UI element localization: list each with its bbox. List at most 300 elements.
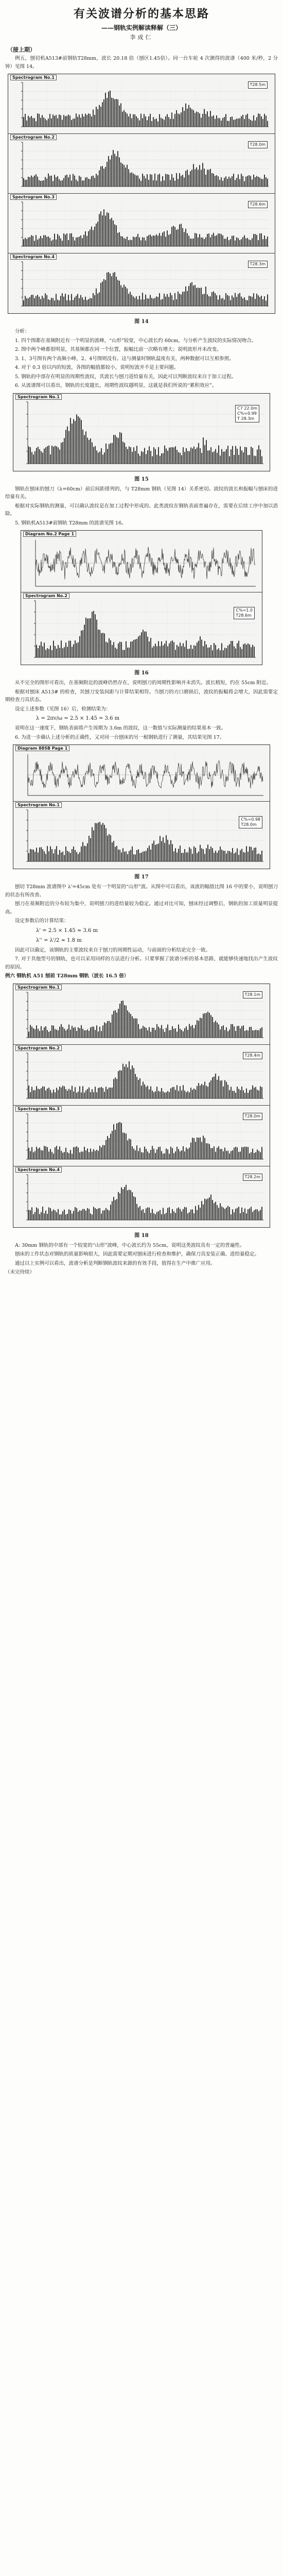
spectrum-bar <box>242 176 243 187</box>
spectrum-bar <box>218 1076 219 1098</box>
spectrum-bar <box>235 1146 236 1159</box>
spectrum-bar <box>196 288 197 306</box>
spectrum-bar <box>169 844 170 861</box>
spectrum-bar <box>169 1154 170 1159</box>
spectrum-bar <box>204 445 205 463</box>
formula: λ = 2πv/ω = 2.5 × 1.45 = 3.6 m <box>36 716 120 721</box>
spectrum-bar <box>186 852 187 861</box>
spectrum-bar <box>240 1151 241 1159</box>
spectrum-bar <box>28 177 29 187</box>
spectrum-bar <box>141 451 142 463</box>
spectrum-bar <box>179 224 180 246</box>
spectrum-bar <box>109 1087 110 1098</box>
panel-note <box>235 405 259 422</box>
spectrum-bar <box>251 447 252 464</box>
spectrum-bar <box>266 239 267 246</box>
spectrum-bar <box>44 852 45 861</box>
spectrum-bar <box>156 296 157 306</box>
spectrum-bar <box>164 294 165 306</box>
spectrum-bar <box>70 418 71 464</box>
spectrum-bar <box>252 1212 253 1220</box>
panel-note: T28.3m <box>248 261 268 268</box>
figure-caption: 图 15 <box>134 476 149 482</box>
spectrum-bar <box>40 299 41 306</box>
spectrum-bar <box>217 452 218 463</box>
spectrum-bar <box>79 1086 80 1098</box>
spectrum-bar <box>197 1086 198 1098</box>
spectrum-bar <box>220 650 221 657</box>
spectrum-bar <box>113 435 114 464</box>
spectrum-bar <box>223 650 224 657</box>
spectrum-bar <box>101 1031 102 1038</box>
spectrum-bar <box>247 1209 249 1220</box>
spectrum-bar <box>73 237 74 246</box>
spectrum-bar <box>167 450 168 463</box>
spectrum-bar <box>168 297 169 306</box>
spectrum-bar <box>34 1212 36 1219</box>
note-line: C%=1.0 <box>236 608 253 613</box>
spectrum-bar <box>109 834 110 861</box>
spectrum-bar <box>213 115 214 127</box>
spectrum-bar <box>138 636 139 657</box>
spectrum-bar <box>83 235 84 246</box>
figure-14 <box>8 74 275 314</box>
spectrum-bar <box>186 448 187 463</box>
spectrum-bar <box>247 176 248 187</box>
spectrum-bar <box>84 1030 85 1037</box>
spectrum-bar <box>124 650 125 657</box>
spectrum-bar <box>198 1021 199 1038</box>
spectrum-bar <box>190 645 191 657</box>
spectrum-bar <box>221 234 222 246</box>
spectrum-bar <box>39 297 40 306</box>
spectrum-bar <box>255 121 256 127</box>
spectrum-bar <box>119 432 120 463</box>
spectrum-bar <box>230 117 231 127</box>
spectrum-bar <box>237 1147 238 1159</box>
spectrum-bar <box>146 1028 147 1038</box>
spectrum-bar <box>111 218 112 246</box>
spectrum-bar <box>210 1194 211 1219</box>
spectrum-bar <box>266 115 267 127</box>
spectrum-bar <box>82 1028 83 1037</box>
spectrum-bar <box>45 293 46 306</box>
spectrum-bar <box>119 641 120 657</box>
spectrum-bar <box>47 1147 48 1159</box>
spectrum-bar <box>224 178 225 187</box>
spectrum-bar <box>92 612 93 657</box>
spectrum-bar <box>93 611 94 657</box>
spectrum-bar <box>43 117 44 127</box>
spectrum-bar <box>67 1029 68 1037</box>
spectrum-bar <box>179 114 180 127</box>
spectrum-bar <box>225 114 226 127</box>
spectrum-bar <box>147 450 148 464</box>
spectrum-bar <box>221 1149 222 1159</box>
spectrum-bar <box>224 117 225 127</box>
spectrum-bar <box>64 1152 65 1159</box>
spectrum-bar <box>214 643 215 657</box>
spectrum-bar <box>125 239 126 246</box>
analysis-heading: 分析： <box>15 329 30 334</box>
spectrum-bar <box>144 851 145 861</box>
spectrum-bar <box>116 437 117 464</box>
spectrum-bar <box>231 1151 232 1159</box>
spectrum-bar <box>88 179 89 187</box>
spectrum-bar <box>209 648 210 657</box>
spectrum-bar <box>186 1207 187 1220</box>
spectrum-bar <box>189 1147 190 1159</box>
spectrum-bar <box>244 1208 245 1219</box>
spectrum-bar <box>237 849 238 861</box>
spectrum-bar <box>42 647 43 657</box>
spectrum-bar <box>173 642 174 657</box>
spectrum-bar <box>150 1031 151 1037</box>
spectrum-bar <box>136 850 137 861</box>
spectrum-bar <box>214 1146 215 1159</box>
spectrum-bar <box>129 851 130 861</box>
body-paragraph: 刨切 T28mm 波谱图中 λ'=45cm 处有一个明显的“山形”波。从图中可以看出，该波的幅值比图 16 中的要小，说明刨刀的状态有所改善。 <box>5 884 278 898</box>
spectrum-bar <box>56 1029 57 1037</box>
spectrum-bar <box>218 1146 219 1159</box>
spectrum-bar <box>59 300 60 306</box>
spectrum-bar <box>78 1147 79 1159</box>
spectrum-bar <box>77 294 78 306</box>
spectrum-bar <box>152 1146 153 1159</box>
spectrum-bar <box>241 649 242 657</box>
spectrum-bar <box>157 235 158 246</box>
spectrum-bar <box>224 1209 225 1220</box>
spectrum-bar <box>99 1026 100 1037</box>
spectrum-bar <box>107 1209 108 1219</box>
spectrum-bar <box>79 1028 80 1037</box>
spectrum-bar <box>116 225 117 246</box>
spectrum-bar <box>164 231 165 246</box>
spectrum-bar <box>69 175 70 187</box>
spectrum-bar <box>80 117 81 127</box>
spectrum-bar <box>200 636 201 657</box>
spectrum-bar <box>75 1087 76 1098</box>
spectrogram-panel <box>13 394 270 471</box>
spectrum-bar <box>235 852 236 861</box>
spectrum-bar <box>105 167 106 187</box>
spectrum-bar <box>252 448 253 464</box>
spectrum-bar <box>56 649 57 657</box>
spectrum-bar <box>167 647 168 657</box>
spectrum-bar <box>225 239 226 246</box>
spectrum-bar <box>55 646 56 657</box>
spectrum-bar <box>216 235 217 246</box>
spectrum-bar <box>95 1030 96 1038</box>
spectrum-bar <box>89 836 90 861</box>
spectrum-bar <box>150 295 151 306</box>
spectrum-bar <box>189 1024 190 1038</box>
spectrum-bar <box>38 1089 39 1098</box>
spectrum-bar <box>51 118 52 127</box>
spectrum-bar <box>184 1090 185 1098</box>
spectrum-bar <box>36 1086 37 1098</box>
spectrum-bar <box>107 98 108 127</box>
spectrum-bar <box>202 294 203 306</box>
spectrum-bar <box>49 176 50 187</box>
spectrum-bar <box>124 443 125 464</box>
spectrum-bar <box>75 640 76 657</box>
spectrum-bar <box>198 238 199 246</box>
spectrum-bar <box>124 852 125 861</box>
spectrum-bar <box>181 112 182 127</box>
spectrum-bar <box>239 240 240 246</box>
spectrum-bar <box>77 238 78 246</box>
spectrum-bar <box>162 118 163 127</box>
spectrum-bar <box>50 1149 51 1159</box>
spectrum-bar <box>186 1026 187 1038</box>
spectrum-bar <box>64 1086 65 1098</box>
spectrum-bar <box>70 853 71 861</box>
spectrum-bar <box>64 1028 65 1037</box>
spectrum-bar <box>153 841 154 861</box>
spectrum-bar <box>257 449 258 463</box>
spectrum-bar <box>167 174 168 187</box>
spectrum-bar <box>63 178 64 187</box>
spectrum-bar <box>95 1150 96 1159</box>
spectrum-bar <box>240 446 241 464</box>
spectrum-bar <box>87 1089 88 1098</box>
spectrum-bar <box>235 1209 236 1220</box>
spectrum-bar <box>98 1150 99 1159</box>
spectrum-bar <box>73 1091 74 1098</box>
spectrum-bar <box>163 1208 164 1220</box>
spectrum-bar <box>104 1022 105 1038</box>
spectrum-bar <box>176 450 178 464</box>
spectrum-bar <box>57 118 58 127</box>
spectrum-bar <box>109 444 110 463</box>
spectrum-bar <box>104 1210 105 1220</box>
spectrum-bar <box>123 238 125 246</box>
spectrum-bar <box>251 1152 252 1159</box>
spectrum-bar <box>42 1086 43 1098</box>
spectrum-bar <box>99 451 100 463</box>
spectrum-bar <box>267 121 268 127</box>
spectrum-bar <box>127 449 128 463</box>
spectrum-bar <box>170 1088 171 1098</box>
spectrum-bar <box>207 1087 208 1098</box>
spectrum-bar <box>257 1149 258 1159</box>
spectrum-bar <box>155 1214 156 1219</box>
spectrum-bar <box>261 1207 262 1220</box>
spectrum-bar <box>45 1026 46 1037</box>
spectrum-bar <box>69 115 70 127</box>
spectrum-bar <box>209 450 210 464</box>
spectrum-bar <box>172 1026 173 1037</box>
spectrum-bar <box>213 292 214 306</box>
spectrum-bar <box>72 849 73 861</box>
spectrum-bar <box>56 1088 57 1098</box>
spectrum-bar <box>136 296 137 306</box>
spectrum-bar <box>53 853 54 861</box>
spectrum-bar <box>90 438 91 463</box>
spectrum-bar <box>207 234 208 246</box>
spectrum-bar <box>236 238 237 246</box>
spectrum-bar <box>47 648 48 657</box>
spectrum-bar <box>150 174 151 187</box>
spectrum-bar <box>235 293 236 306</box>
spectrum-bar <box>168 235 169 246</box>
spectrum-bar <box>65 175 66 187</box>
spectrum-bar <box>23 117 24 127</box>
spectrum-bar <box>190 283 191 306</box>
spectrum-bar <box>57 176 58 187</box>
spectrum-bar <box>76 1031 77 1038</box>
spectrum-bar <box>124 1132 125 1159</box>
spectrum-bar <box>110 835 111 861</box>
spectrum-bar <box>64 855 65 861</box>
spectrum-bar <box>190 447 191 464</box>
spectrum-bar <box>156 180 157 187</box>
spectrum-bar <box>195 848 196 861</box>
spectrum-bar <box>59 648 60 657</box>
spectrum-bar <box>252 1085 253 1098</box>
spectrum-bar <box>44 1087 45 1098</box>
spectrum-bar <box>235 241 236 246</box>
spectrum-bar <box>93 1207 94 1220</box>
spectrum-bar <box>139 238 140 246</box>
spectrum-bar <box>173 1153 174 1159</box>
spectrum-bar <box>238 1026 239 1038</box>
spectrum-bar <box>163 646 164 657</box>
spectrum-bar <box>237 1087 238 1098</box>
spectrum-bar <box>164 643 165 657</box>
spectrum-bar <box>143 852 144 861</box>
spectrum-bar <box>159 293 160 306</box>
spectrum-bar <box>220 1203 221 1220</box>
spectrum-bar <box>50 846 51 861</box>
spectrum-bar <box>85 231 86 246</box>
spectrum-bar <box>163 1029 164 1037</box>
spectrum-bar <box>205 114 206 127</box>
spectrum-bar <box>227 1150 228 1159</box>
spectrum-bar <box>23 239 24 246</box>
spectrum-bar <box>181 176 182 187</box>
spectrum-bar <box>185 171 186 187</box>
spectrum-bar <box>153 1027 154 1037</box>
spectrum-bar <box>86 236 87 246</box>
spectrum-bar <box>148 235 149 246</box>
spectrum-bar <box>202 114 203 127</box>
spectrum-bar <box>65 234 66 246</box>
spectrum-bar <box>142 237 143 246</box>
figure-caption: 图 17 <box>134 874 149 880</box>
spectrum-bar <box>221 298 222 306</box>
spectrum-bar <box>122 848 123 861</box>
spectrum-bar <box>255 1209 256 1220</box>
spectrum-bar <box>30 1151 31 1159</box>
spectrum-bar <box>258 240 259 246</box>
spectrum-bar <box>169 1207 170 1220</box>
spectrum-bar <box>187 291 188 306</box>
spectrum-bar <box>63 115 64 127</box>
spectrum-bar <box>112 1131 113 1159</box>
body-paragraph: 钢轨在刨床的刨刀（λ=60cm）前后间距排列的，与 T28mm 钢轨（见图 14）关系密切。波纹的波长和振幅与刨床的进给量有关。 <box>5 486 278 500</box>
spectrum-bar <box>193 1138 194 1159</box>
spectrum-bar <box>187 1213 188 1220</box>
spectrum-bar <box>191 109 192 127</box>
spectrum-bar <box>105 1140 107 1159</box>
spectrum-bar <box>237 1208 238 1219</box>
spectrum-bar <box>243 645 244 657</box>
spectrum-bar <box>195 646 196 657</box>
spectrum-bar <box>33 454 34 464</box>
spectrum-bar <box>61 1150 62 1159</box>
spectrum-bar <box>113 1079 114 1098</box>
spectrum-bar <box>45 177 46 187</box>
spectrum-bar <box>252 297 253 306</box>
analysis-paragraph: 5. 钢轨的中部存在明显的周期性波纹，其波长与刨刀进给量有关，因此可以判断波纹来自于加工过程。 <box>15 374 237 380</box>
spectrum-bar <box>254 1153 255 1159</box>
spectrum-bar <box>123 165 125 187</box>
spectrum-bar <box>215 293 216 306</box>
spectrum-bar <box>205 175 206 187</box>
spectrum-bar <box>183 643 184 657</box>
spectrum-bar <box>73 846 74 861</box>
spectrum-bar <box>49 238 50 246</box>
spectrum-bar <box>260 449 261 463</box>
spectrum-bar <box>29 117 30 127</box>
spectrum-bar <box>59 1086 60 1098</box>
spectrum-bar <box>232 1209 233 1220</box>
spectrum-bar <box>121 853 122 861</box>
spectrum-bar <box>255 1152 256 1159</box>
spectrum-bar <box>62 648 63 657</box>
spectrum-bar <box>170 234 171 246</box>
spectrum-bar <box>212 1200 213 1220</box>
spectrum-bar <box>222 235 223 246</box>
spectrum-bar <box>175 1213 176 1220</box>
spectrum-bar <box>147 1086 148 1098</box>
spectrum-bar <box>52 114 54 127</box>
spectrum-bar <box>117 233 118 246</box>
formula: λ'' = λ'/2 ≈ 1.8 m <box>36 937 82 943</box>
spectrum-bar <box>130 642 131 657</box>
spectrogram-panel <box>8 134 275 194</box>
spectrum-bar <box>227 851 228 861</box>
spectrum-bar <box>150 1150 151 1159</box>
spectrum-bar <box>53 447 54 464</box>
spectrum-bar <box>249 455 250 464</box>
spectrum-bar <box>190 1026 191 1037</box>
spectrum-bar <box>238 454 239 463</box>
spectrum-bar <box>61 443 62 464</box>
spectrum-bar <box>65 116 66 127</box>
spectrum-bar <box>34 451 36 463</box>
spectrum-bar <box>69 300 70 306</box>
spectrum-bar <box>244 447 245 464</box>
spectrum-bar <box>99 105 100 127</box>
spectrum-bar <box>194 285 196 306</box>
spectrum-bar <box>193 285 194 306</box>
spectrum-bar <box>193 1028 194 1037</box>
spectrum-bar <box>102 1210 103 1219</box>
spectrum-bar <box>96 224 97 246</box>
figure-caption: 图 18 <box>134 1232 149 1239</box>
spectrum-bar <box>145 295 146 306</box>
spectrum-bar <box>63 297 64 306</box>
spectrum-bar <box>44 448 45 463</box>
spectrum-bar <box>155 1030 156 1038</box>
spectrum-bar <box>235 446 236 463</box>
spectrum-bar <box>261 1027 262 1037</box>
spectrum-bar <box>238 641 239 657</box>
spectrum-bar <box>62 1086 63 1098</box>
